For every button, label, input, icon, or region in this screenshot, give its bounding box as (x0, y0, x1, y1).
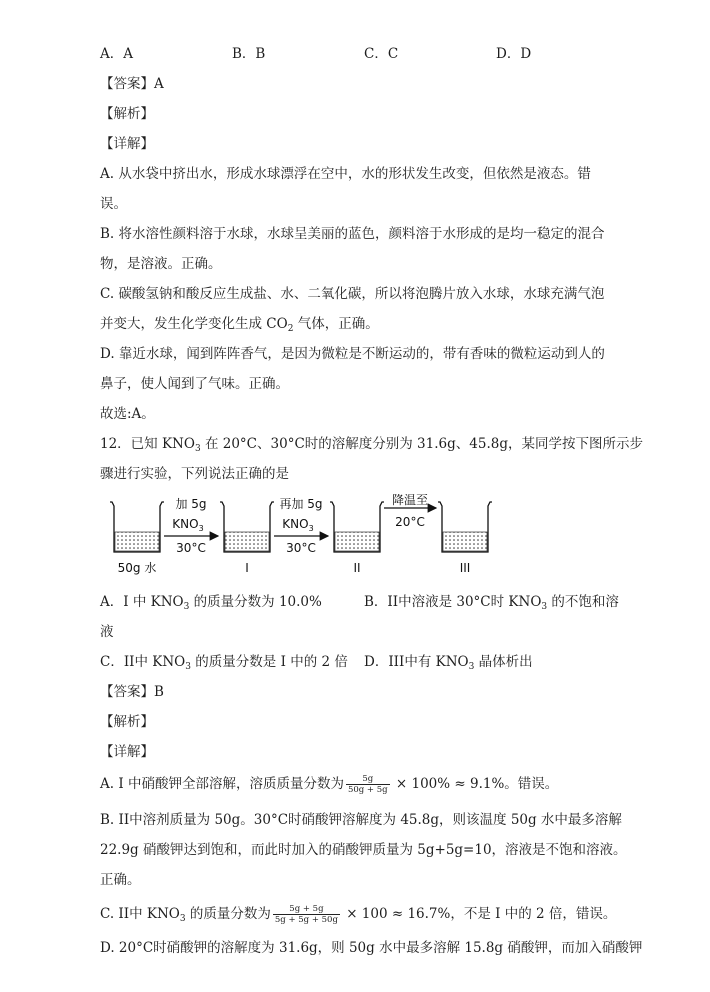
step3-label-top: 降温至 (391, 494, 429, 507)
q11-expl-c-line2: 并变大，发生化学变化生成 $CO_2$ 气体，正确。 (100, 316, 379, 334)
q12-option-d: D．III中有 $KNO_3$ 晶体析出 (364, 654, 533, 672)
beaker-ii-label: II (353, 561, 361, 575)
q12-option-b-cont: 液 (100, 624, 114, 640)
beaker-iii-label: III (459, 561, 471, 575)
q12-expl-b-line1: B. II中溶剂质量为 50g。30°C时硝酸钾溶解度为 45.8g，则该温度 50g 水中最多溶解 (100, 812, 622, 828)
q12-stem-line2: 骤进行实验，下列说法正确的是 (100, 466, 289, 482)
fraction-a: $\frac{5g}{50g + 5g}$ (347, 774, 388, 795)
q11-answer: 【答案】A (100, 76, 164, 92)
beaker-ii (330, 502, 384, 552)
q11-expl-b-line1: B. 将水溶性颜料溶于水球，水球呈美丽的蓝色，颜料溶于水形成的是均一稳定的混合 (100, 226, 605, 242)
q12-option-a: A．I 中 $KNO_3$ 的质量分数为 10.0% (100, 594, 322, 612)
q11-expl-d-line1: D. 靠近水球，闻到阵阵香气，是因为微粒是不断运动的，带有香味的微粒运动到人的 (100, 346, 605, 362)
step3-label-bot: 20°C (395, 515, 425, 529)
q11-expl-d-line2: 鼻子，使人闻到了气味。正确。 (100, 376, 289, 392)
q12-option-b: B．II中溶液是 30°C时 $KNO_3$ 的不饱和溶 (364, 594, 619, 612)
step1-label-top: 加 5g (175, 497, 207, 511)
beaker-iii (438, 502, 492, 552)
q11-option-d: D．D (496, 46, 532, 62)
q11-option-b: B．B (232, 46, 266, 62)
beaker-water-label: 50g 水 (117, 561, 157, 575)
q12-analysis-label: 【解析】 (100, 714, 154, 730)
step1-label-mid: $KNO_3$ (172, 517, 204, 533)
q12-stem-line1: 12．已知 $KNO_3$ 在 20°C、30°C时的溶解度分别为 31.6g、45.8g，某同学按下图所示步 (100, 436, 643, 454)
q12-expl-b-line2: 22.9g 硝酸钾达到饱和，而此时加入的硝酸钾质量为 5g+5g=10，溶液是不饱和溶液。 (100, 842, 627, 858)
experiment-diagram (108, 494, 508, 584)
q12-answer: 【答案】B (100, 684, 164, 700)
q11-option-c: C．C (364, 46, 399, 62)
q11-choice: 故选:A。 (100, 406, 155, 422)
step1-label-bot: 30°C (176, 541, 206, 555)
q12-detail-label: 【详解】 (100, 744, 154, 760)
q11-expl-a-line2: 误。 (100, 196, 127, 212)
beaker-i (220, 502, 274, 552)
q11-expl-b-line2: 物，是溶液。正确。 (100, 256, 222, 272)
q12-expl-a: A. I 中硝酸钾全部溶解，溶质质量分数为 $\frac{5g}{50g + 5g}$ × 100% ≈ 9.1%。错误。 (100, 774, 559, 795)
q11-expl-a-line1: A. 从水袋中挤出水，形成水球漂浮在空中，水的形状发生改变，但依然是液态。错 (100, 166, 591, 182)
q12-expl-c: C. II中 $KNO_3$ 的质量分数为 $\frac{5g + 5g}{5g + 5g + 50g}$ × 100 ≈ 16.7%，不是 I 中的 2 倍，错误。 (100, 904, 617, 925)
q11-expl-c-line1: C. 碳酸氢钠和酸反应生成盐、水、二氧化碳，所以将泡腾片放入水球，水球充满气泡 (100, 286, 605, 302)
step2-label-top: 再加 5g (279, 497, 323, 511)
step2-label-bot: 30°C (286, 541, 316, 555)
q11-option-a: A．A (100, 46, 133, 62)
step2-label-mid: $KNO_3$ (282, 517, 314, 533)
beaker-water (110, 502, 164, 552)
fraction-c: $\frac{5g + 5g}{5g + 5g + 50g}$ (274, 904, 338, 925)
q11-detail-label: 【详解】 (100, 136, 154, 152)
q12-option-c: C．II中 $KNO_3$ 的质量分数是 I 中的 2 倍 (100, 654, 348, 672)
beaker-i-label: I (245, 561, 249, 575)
q12-expl-d-line1: D. 20°C时硝酸钾的溶解度为 31.6g，则 50g 水中最多溶解 15.8g 硝酸钾，而加入硝酸钾 (100, 940, 643, 956)
q11-analysis-label: 【解析】 (100, 106, 154, 122)
q12-expl-b-line3: 正确。 (100, 872, 141, 888)
